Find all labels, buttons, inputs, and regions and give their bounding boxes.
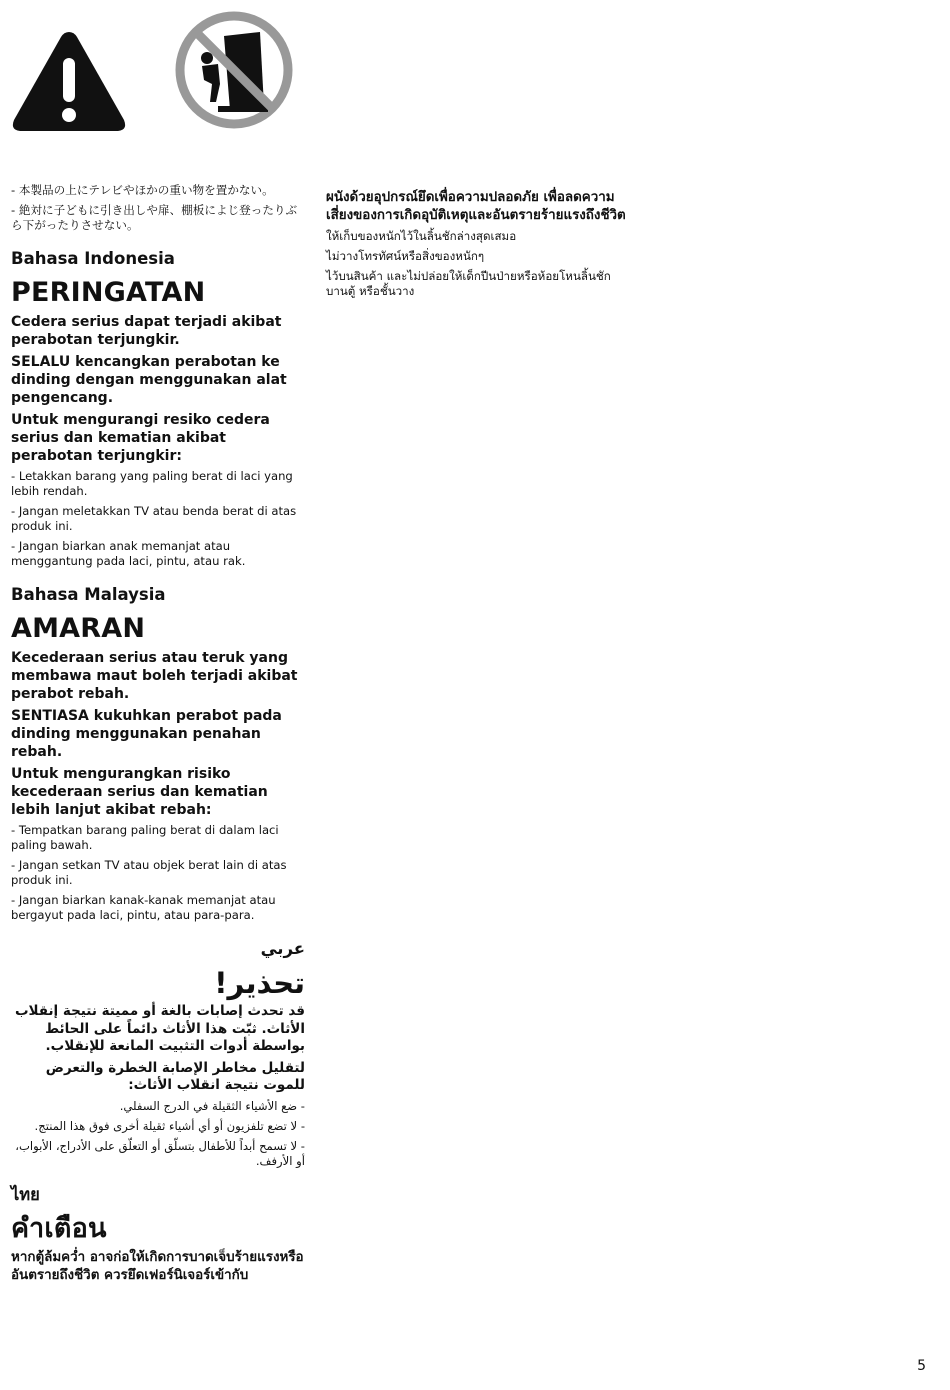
indonesian-section <box>11 249 307 569</box>
warning-text-continued: ผนังด้วยอุปกรณ์ยึดเพื่อความปลอดภัย เพื่อลดความเสี่ยงของการเกิดอุบัติเหตุและอันตรายร้ายแรงถึงชีวิต <box>326 190 626 223</box>
instruction-line: - Jangan biarkan anak memanjat atau menggantung pada laci, pintu, atau rak. <box>11 539 246 568</box>
warning-text: Kecederaan serius atau teruk yang membawa maut boleh terjadi akibat perabot rebah. <box>11 650 298 702</box>
warning-text: หากตู้ล้มคว่ำ อาจก่อให้เกิดการบาดเจ็บร้ายแรงหรืออันตรายถึงชีวิต ควรยึดเฟอร์นิเจอร์เข้ากับ <box>11 1249 304 1283</box>
warning-text: Untuk mengurangi resiko cedera serius dan kematian akibat perabotan terjungkir: <box>11 412 270 464</box>
malaysian-section <box>11 585 307 923</box>
instruction-line: ไว้บนสินค้า และไม่ปล่อยให้เด็กปีนป่ายหรือห้อยโหนลิ้นชัก บานตู้ หรือชั้นวาง <box>326 269 611 298</box>
japanese-section <box>11 183 307 233</box>
instruction-line: - Jangan biarkan kanak-kanak memanjat atau bergayut pada laci, pintu, atau para-para. <box>11 893 276 922</box>
instruction-line: - Jangan setkan TV atau objek berat lain di atas produk ini. <box>11 858 287 887</box>
warning-heading: PERINGATAN <box>11 277 206 308</box>
instruction-line: - لا تضع تلفزيون أو أي أشياء ثقيلة أخرى فوق هذا المنتج. <box>34 1118 305 1133</box>
right-column <box>326 189 626 304</box>
safety-icons <box>10 10 300 135</box>
arabic-section <box>11 939 305 1169</box>
language-heading: Bahasa Malaysia <box>11 585 166 604</box>
warning-text: Cedera serius dapat terjadi akibat perabotan terjungkir. <box>11 314 282 348</box>
japanese-line: - 本製品の上にテレビやほかの重い物を置かない。 <box>11 183 274 197</box>
instruction-line: - لا تسمح أبداً للأطفال بتسلّق أو التعلّق على الأدراج، الأبواب، أو الأرفف. <box>15 1138 305 1168</box>
warning-text: Untuk mengurangkan risiko kecederaan serius dan kematian lebih lanjut akibat rebah: <box>11 766 268 818</box>
warning-text: لتقليل مخاطر الإصابة الخطرة والتعرض للموت نتيجة انقلاب الأثاث: <box>45 1059 305 1093</box>
warning-text: SELALU kencangkan perabotan ke dinding dengan menggunakan alat pengencang. <box>11 354 287 406</box>
left-column <box>11 183 307 1289</box>
thai-section <box>11 1185 307 1285</box>
warning-text: SENTIASA kukuhkan perabot pada dinding menggunakan penahan rebah. <box>11 708 282 760</box>
warning-text: قد تحدث إصابات بالغة أو مميتة نتيجة إنقلاب الأثاث. ثبّت هذا الأثاث دائماً على الحائط بواسطة أدوات التثبيت المانعة للإنقلاب. <box>14 1003 305 1054</box>
instruction-line: ไม่วางโทรทัศน์หรือสิ่งของหนักๆ <box>326 249 485 263</box>
warning-triangle-icon <box>10 28 128 134</box>
language-heading: عربي <box>260 939 305 958</box>
instruction-line: - Letakkan barang yang paling berat di laci yang lebih rendah. <box>11 469 293 498</box>
warning-heading: AMARAN <box>11 613 146 644</box>
language-heading: Bahasa Indonesia <box>11 249 175 268</box>
warning-heading: คำเตือน <box>11 1212 107 1244</box>
japanese-line: - 絶対に子どもに引き出しや扉、棚板によじ登ったりぶら下がったりさせない。 <box>11 203 298 232</box>
instruction-line: ให้เก็บของหนักไว้ในลิ้นชักล่างสุดเสมอ <box>326 229 517 243</box>
instruction-line: - Jangan meletakkan TV atau benda berat di atas produk ini. <box>11 504 297 533</box>
no-climbing-furniture-icon <box>174 10 294 130</box>
instruction-line: - ضع الأشياء الثقيلة في الدرج السفلي. <box>119 1098 305 1113</box>
warning-heading: تحذير! <box>214 966 305 1000</box>
instruction-line: - Tempatkan barang paling berat di dalam laci paling bawah. <box>11 823 279 852</box>
page-number: 5 <box>917 1358 926 1374</box>
language-heading: ไทย <box>11 1184 40 1204</box>
